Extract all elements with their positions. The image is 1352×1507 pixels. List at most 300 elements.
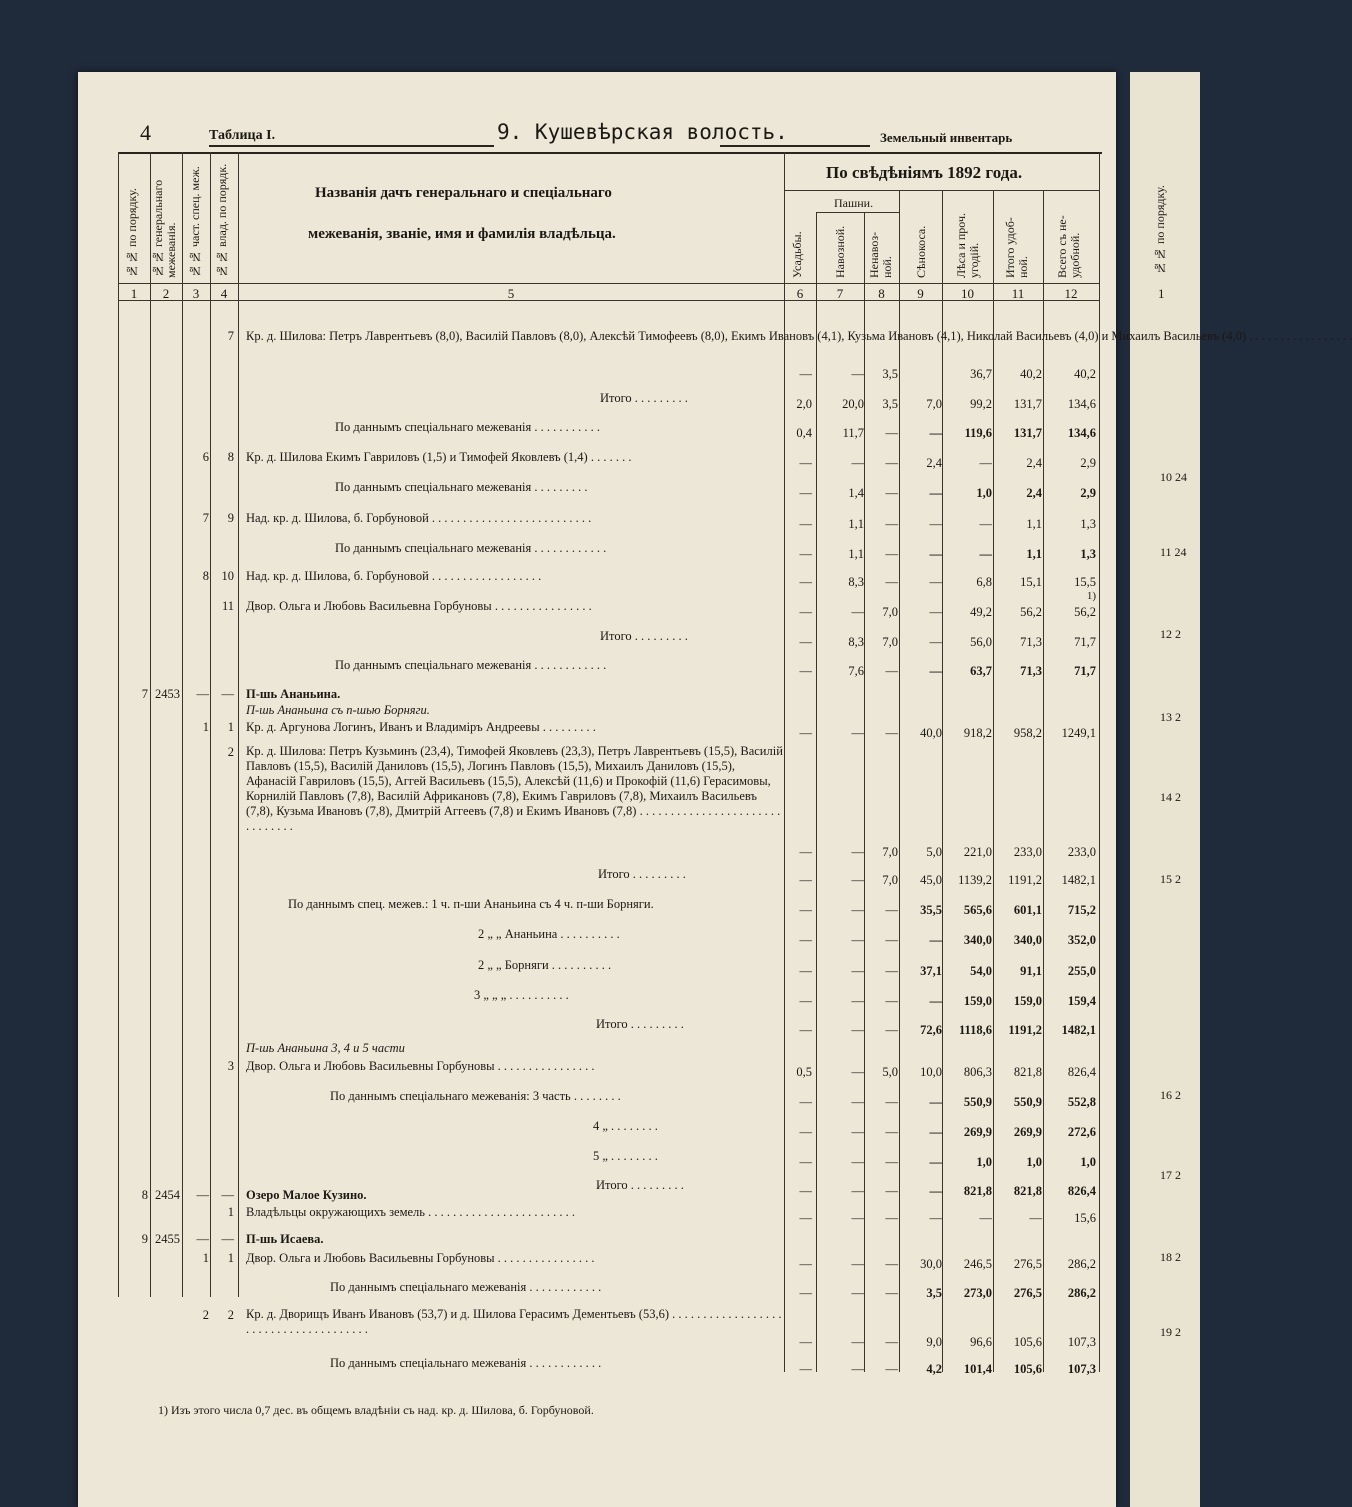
cell-col-6: — <box>799 1184 812 1198</box>
cell-col-7: 1,4 <box>848 486 864 500</box>
next-page-row-number: 14 2 <box>1160 790 1181 804</box>
col-header-7: Навозной. <box>833 225 847 278</box>
cell-col-11: 276,5 <box>1013 1286 1042 1300</box>
col-number: 8 <box>878 286 885 301</box>
cell-col-7: — <box>851 933 864 947</box>
cell-col-12: 1482,1 <box>1061 1023 1096 1037</box>
cell-col-11: 340,0 <box>1013 933 1042 947</box>
cell-col-8: — <box>885 964 898 978</box>
cell-col-11: 1191,2 <box>1008 873 1042 887</box>
col-number: 1 <box>130 286 138 301</box>
cell-col-9: 72,6 <box>920 1023 942 1037</box>
cell-col-10: 806,3 <box>963 1065 992 1079</box>
row-c3: — <box>196 687 209 701</box>
table-row <box>0 628 1191 649</box>
col-header-4: №№ влад. по порядк. <box>215 163 229 278</box>
cell-col-10: 1,0 <box>976 1155 992 1169</box>
col-number: 4 <box>220 286 228 301</box>
row-c4: — <box>221 1232 234 1246</box>
row-description: Кр. д. Шилова: Петръ Кузьминъ (23,4), Тимофей Яковлевъ (23,3), Петръ Лаврентьевъ (15,5), Василій Павловъ (15,5), Василій Даниловъ (15,5), Логинъ Павловъ (15,5), Михаилъ Даниловъ (15,5), Афанасій Гавриловъ (15,5), Аггей Васильевъ (15,5), Алексѣй (11,6) и Прокофій (11,6) Герасимовы, Корнилій Павловъ (7,8), Василій Африкановъ (7,8), Екимъ Гавриловъ (7,8), Михаилъ Васильевъ (7,8), Кузьма Ивановъ (7,8), Дмитрій Аггеевъ (7,8) и Екимъ Ивановъ (7,8) . . . . . . . . . . . . . . . . . . . . . . . . . . . . . . . <box>246 744 783 833</box>
row-description: Итого . . . . . . . . . <box>600 391 688 405</box>
table-row <box>0 1118 1191 1139</box>
cell-col-6: — <box>799 873 812 887</box>
table-row <box>0 390 1191 411</box>
cell-col-11: 15,1 <box>1020 575 1042 589</box>
row-c4: — <box>221 1188 234 1202</box>
footnote: 1) Изъ этого числа 0,7 дес. въ общемъ владѣніи съ над. кр. д. Шилова, б. Горбуновой. <box>158 1403 594 1417</box>
row-description: Двор. Ольга и Любовь Васильевны Горбуновы . . . . . . . . . . . . . . . . <box>246 1059 595 1073</box>
table-row <box>0 1041 1191 1079</box>
cell-col-11: 550,9 <box>1013 1095 1042 1109</box>
row-description: Озеро Малое Кузино. <box>246 1188 367 1202</box>
table-row <box>0 328 1352 381</box>
cell-col-6: — <box>799 1335 812 1349</box>
row-c4: 3 <box>227 1059 234 1073</box>
cell-col-10: 1,0 <box>976 486 992 500</box>
section-label: Земельный инвентарь <box>880 130 1013 145</box>
row-c1: 8 <box>141 1188 148 1202</box>
cell-col-6: — <box>799 1257 812 1271</box>
row-description: П-шь Исаева. <box>246 1232 324 1246</box>
table-row <box>0 1148 1191 1169</box>
table-row <box>0 719 1191 740</box>
cell-col-12: 15,6 <box>1074 1211 1096 1225</box>
table-row <box>0 1016 1191 1037</box>
cell-col-12: 272,6 <box>1067 1125 1096 1139</box>
cell-col-9: — <box>929 1125 942 1139</box>
cell-col-8: — <box>885 547 898 561</box>
footnote-mark: 1) <box>1086 590 1096 602</box>
col-number: 10 <box>961 286 974 301</box>
cell-col-7: — <box>851 1125 864 1139</box>
cell-col-11: 56,2 <box>1020 605 1042 619</box>
cell-col-12: 352,0 <box>1067 933 1096 947</box>
cell-col-7: — <box>851 903 864 917</box>
cell-col-12: 107,3 <box>1067 1362 1096 1376</box>
cell-col-8: 3,5 <box>882 397 898 411</box>
table-label: Таблица I. <box>209 128 276 143</box>
cell-col-9: 5,0 <box>926 845 942 859</box>
row-c4: 1 <box>227 1251 234 1265</box>
col-number: 2 <box>162 286 170 301</box>
cell-col-12: 1482,1 <box>1061 873 1096 887</box>
table-row <box>0 568 1191 589</box>
row-c3: 1 <box>202 1251 209 1265</box>
cell-col-12: 15,5 <box>1074 575 1096 589</box>
cell-col-6: — <box>799 1095 812 1109</box>
cell-col-11: 71,3 <box>1020 635 1042 649</box>
cell-col-9: — <box>929 426 942 440</box>
row-c3: 6 <box>202 450 209 464</box>
cell-col-6: 0,5 <box>796 1065 812 1079</box>
cell-col-12: 107,3 <box>1067 1335 1096 1349</box>
grid-line <box>784 190 1099 191</box>
cell-col-9: 7,0 <box>926 397 942 411</box>
next-page-row-number: 11 24 <box>1160 545 1187 559</box>
cell-col-7: 1,1 <box>848 547 864 561</box>
row-c4: 11 <box>221 599 234 613</box>
cell-col-11: 601,1 <box>1013 903 1042 917</box>
table-row <box>0 1088 1191 1109</box>
group-header: По свѣдѣніямъ 1892 года. <box>826 163 1023 182</box>
cell-col-8: — <box>885 994 898 1008</box>
cell-col-8: — <box>885 1023 898 1037</box>
col-number: 12 <box>1064 286 1078 301</box>
cell-col-7: — <box>851 964 864 978</box>
cell-col-6: — <box>799 547 812 561</box>
cell-col-7: — <box>851 367 864 381</box>
cell-col-6: — <box>799 1286 812 1300</box>
cell-col-6: — <box>799 726 812 740</box>
cell-col-11: 821,8 <box>1013 1184 1042 1198</box>
cell-col-7: 11,7 <box>842 426 864 440</box>
col-header-6: Усадьбы. <box>790 231 804 278</box>
cell-col-8: — <box>885 1257 898 1271</box>
cell-col-9: 40,0 <box>920 726 942 740</box>
cell-col-12: 1,3 <box>1080 517 1096 531</box>
cell-col-8: — <box>885 1335 898 1349</box>
cell-col-11: 1,0 <box>1026 1155 1042 1169</box>
cell-col-6: — <box>799 994 812 1008</box>
cell-col-12: 826,4 <box>1067 1184 1096 1198</box>
row-description: П-шь Ананьина. <box>246 687 341 701</box>
cell-col-11: 821,8 <box>1013 1065 1042 1079</box>
cell-col-8: — <box>885 1184 898 1198</box>
row-c4: 2 <box>227 1308 234 1322</box>
row-description: Итого . . . . . . . . . <box>600 629 688 643</box>
table-row <box>0 957 1191 978</box>
cell-col-6: — <box>799 575 812 589</box>
cell-col-7: 20,0 <box>842 397 864 411</box>
page-title: 9. Кушевѣрская волость. <box>497 120 788 144</box>
row-c2: 2454 <box>155 1188 180 1202</box>
cell-col-10: 54,0 <box>970 964 992 978</box>
row-subtitle: П-шь Ананьина 3, 4 и 5 части <box>246 1041 405 1055</box>
col-header-1: №№ по порядку. <box>125 188 139 278</box>
cell-col-10: 36,7 <box>970 367 992 381</box>
row-subtitle: П-шь Ананьина съ п-шью Борняги. <box>246 703 430 717</box>
cell-col-8: 7,0 <box>882 605 898 619</box>
cell-col-9: 4,2 <box>926 1362 942 1376</box>
row-c4: 2 <box>227 745 234 759</box>
cell-col-11: 276,5 <box>1013 1257 1042 1271</box>
cell-col-12: 71,7 <box>1074 664 1096 678</box>
col-header-8: Ненавоз-ной. <box>867 231 894 278</box>
row-description: Над. кр. д. Шилова, б. Горбуновой . . . . . . . . . . . . . . . . . . <box>246 569 542 583</box>
row-description: По даннымъ спеціальнаго межеванія . . . . . . . . . . . . <box>335 541 607 555</box>
table-row <box>0 590 1191 619</box>
cell-col-7: — <box>851 873 864 887</box>
page-number: 4 <box>140 120 151 145</box>
cell-col-7: 1,1 <box>848 517 864 531</box>
cell-col-9: 9,0 <box>926 1335 942 1349</box>
cell-col-8: — <box>885 726 898 740</box>
cell-col-7: — <box>851 1065 864 1079</box>
col-number: 5 <box>507 286 515 301</box>
cell-col-9: — <box>929 1155 942 1169</box>
cell-col-9: — <box>929 933 942 947</box>
cell-col-8: — <box>885 1095 898 1109</box>
row-description: По даннымъ спец. межев.: 1 ч. п-ши Ананьина съ 4 ч. п-ши Борняги. <box>288 897 654 911</box>
grid-line <box>118 283 1099 284</box>
table-top-rule <box>118 152 1102 154</box>
cell-col-10: 273,0 <box>963 1286 992 1300</box>
cell-col-8: 5,0 <box>882 1065 898 1079</box>
cell-col-9: — <box>929 575 942 589</box>
cell-col-12: 552,8 <box>1067 1095 1096 1109</box>
next-page-row-number: 10 24 <box>1160 470 1187 484</box>
row-c3: 8 <box>202 569 209 583</box>
cell-col-6: — <box>799 605 812 619</box>
cell-col-10: 96,6 <box>970 1335 992 1349</box>
cell-col-10: 565,6 <box>963 903 992 917</box>
row-description: По даннымъ спеціальнаго межеванія . . . . . . . . . . . <box>335 420 600 434</box>
row-description: По даннымъ спеціальнаго межеванія . . . . . . . . . . . . <box>330 1356 602 1370</box>
cell-col-7: 8,3 <box>848 575 864 589</box>
cell-col-6: — <box>799 964 812 978</box>
cell-col-12: 826,4 <box>1067 1065 1096 1079</box>
row-c4: — <box>221 687 234 701</box>
row-description: Кр. д. Аргунова Логинъ, Иванъ и Владиміръ Андреевы . . . . . . . . . <box>246 720 596 734</box>
col-number: 9 <box>917 286 924 301</box>
cell-col-8: 7,0 <box>882 635 898 649</box>
row-c1: 7 <box>141 687 148 701</box>
row-c4: 8 <box>227 450 234 464</box>
row-description: Кр. д. Шилова Екимъ Гавриловъ (1,5) и Тимофей Яковлевъ (1,4) . . . . . . . <box>246 450 632 464</box>
cell-col-8: — <box>885 664 898 678</box>
cell-col-11: 1,1 <box>1026 517 1042 531</box>
row-description: Кр. д. Дворищъ Иванъ Ивановъ (53,7) и д. Шилова Герасимъ Дементьевъ (53,6) . . . . . . . . . . . . . . . . . . . . . . . . . . . . . . . . . . . . . . <box>246 1307 782 1336</box>
cell-col-8: — <box>885 426 898 440</box>
table-row <box>0 657 1191 678</box>
cell-col-11: 2,4 <box>1026 486 1042 500</box>
cell-col-9: — <box>929 1095 942 1109</box>
cell-col-11: 131,7 <box>1013 397 1042 411</box>
row-c4: 1 <box>227 720 234 734</box>
cell-col-12: 71,7 <box>1074 635 1096 649</box>
cell-col-6: — <box>799 517 812 531</box>
row-c3: 2 <box>202 1308 209 1322</box>
row-c3: — <box>196 1232 209 1246</box>
row-description: Владѣльцы окружающихъ земель . . . . . . . . . . . . . . . . . . . . . . . . <box>246 1205 575 1219</box>
cell-col-9: 37,1 <box>920 964 942 978</box>
cell-col-9: 45,0 <box>920 873 942 887</box>
cell-col-6: — <box>799 1362 812 1376</box>
cell-col-9: 3,5 <box>926 1286 942 1300</box>
cell-col-7: — <box>851 605 864 619</box>
cell-col-7: — <box>851 456 864 470</box>
cell-col-6: — <box>799 664 812 678</box>
cell-col-7: — <box>851 1362 864 1376</box>
row-description: По даннымъ спеціальнаго межеванія . . . . . . . . . <box>335 480 588 494</box>
next-page-row-number: 19 2 <box>1160 1325 1181 1339</box>
table-row <box>0 866 1191 887</box>
row-c4: 1 <box>227 1205 234 1219</box>
cell-col-7: — <box>851 994 864 1008</box>
header-rule <box>209 145 494 147</box>
cell-col-11: 1,1 <box>1026 547 1042 561</box>
table-row <box>0 1187 1191 1205</box>
cell-col-12: 134,6 <box>1067 397 1096 411</box>
cell-col-9: — <box>929 605 942 619</box>
row-description: 2 „ „ Ананьина . . . . . . . . . . <box>478 927 620 941</box>
cell-col-10: 221,0 <box>963 845 992 859</box>
cell-col-6: — <box>799 903 812 917</box>
table-row <box>0 926 1191 947</box>
col-number: 3 <box>192 286 200 301</box>
cell-col-8: — <box>885 1211 898 1225</box>
cell-col-9: — <box>929 517 942 531</box>
cell-col-7: — <box>851 1286 864 1300</box>
cell-col-8: — <box>885 1286 898 1300</box>
col-header-11: Итого удоб-ной. <box>1003 217 1030 278</box>
cell-col-6: — <box>799 1023 812 1037</box>
grid-line <box>816 212 899 213</box>
col-header-2: №№ генеральнаго межеванія. <box>151 179 178 278</box>
col-header-12: Всего съ не-удобной. <box>1055 215 1082 278</box>
cell-col-8: 3,5 <box>882 367 898 381</box>
cell-col-7: — <box>851 1023 864 1037</box>
table-row <box>0 987 1191 1008</box>
row-description: Итого . . . . . . . . . <box>596 1017 684 1031</box>
cell-col-9: — <box>929 1211 942 1225</box>
cell-col-10: 1139,2 <box>958 873 992 887</box>
cell-col-11: 269,9 <box>1013 1125 1042 1139</box>
table-row <box>0 449 1191 470</box>
cell-col-12: 286,2 <box>1067 1257 1096 1271</box>
cell-col-9: — <box>929 547 942 561</box>
cell-col-7: — <box>851 726 864 740</box>
cell-col-7: — <box>851 1184 864 1198</box>
cell-col-10: 6,8 <box>976 575 992 589</box>
cell-col-8: — <box>885 903 898 917</box>
cell-col-7: — <box>851 1211 864 1225</box>
cell-col-11: 2,4 <box>1026 456 1042 470</box>
header-rule-right <box>720 145 870 147</box>
cell-col-8: — <box>885 1362 898 1376</box>
cell-col-11: 91,1 <box>1020 964 1042 978</box>
cell-col-10: 246,5 <box>963 1257 992 1271</box>
row-c4: 7 <box>227 329 234 343</box>
row-description: Двор. Ольга и Любовь Васильевны Горбуновы . . . . . . . . . . . . . . . . <box>246 1251 595 1265</box>
row-description: 3 „ „ „ . . . . . . . . . . <box>474 988 569 1002</box>
cell-col-12: 286,2 <box>1067 1286 1096 1300</box>
cell-col-6: — <box>799 367 812 381</box>
cell-col-12: 2,9 <box>1080 456 1096 470</box>
cell-col-11: 40,2 <box>1020 367 1042 381</box>
cell-col-11: 1191,2 <box>1008 1023 1042 1037</box>
cell-col-6: — <box>799 456 812 470</box>
table-row <box>0 1279 1191 1300</box>
cell-col-8: 7,0 <box>882 873 898 887</box>
cell-col-9: — <box>929 664 942 678</box>
row-description: 4 „ . . . . . . . . <box>593 1119 658 1133</box>
next-page-row-number: 16 2 <box>1160 1088 1181 1102</box>
cell-col-6: — <box>799 486 812 500</box>
col-number: 6 <box>796 286 804 301</box>
next-page-col-header: №№ по порядку. <box>1153 185 1167 275</box>
cell-col-12: 159,4 <box>1067 994 1096 1008</box>
row-c4: 9 <box>227 511 234 525</box>
cell-col-7: 8,3 <box>848 635 864 649</box>
cell-col-12: 40,2 <box>1074 367 1096 381</box>
cell-col-6: — <box>799 1125 812 1139</box>
cell-col-8: — <box>885 1125 898 1139</box>
cell-col-7: 7,6 <box>848 664 864 678</box>
col-header-5-line1: Названія дачъ генеральнаго и спеціальнаго <box>315 185 612 201</box>
col-header-5-line2: межеванія, званіе, имя и фамилія владѣльца. <box>308 226 616 242</box>
cell-col-8: — <box>885 575 898 589</box>
row-c4: 10 <box>221 569 234 583</box>
table-row <box>0 510 1191 531</box>
cell-col-10: 63,7 <box>970 664 992 678</box>
next-page-row-number: 18 2 <box>1160 1250 1181 1264</box>
cell-col-8: — <box>885 486 898 500</box>
cell-col-6: — <box>799 933 812 947</box>
cell-col-9: 2,4 <box>926 456 942 470</box>
cell-col-9: — <box>929 486 942 500</box>
row-description: Итого . . . . . . . . . <box>598 867 686 881</box>
row-description: 2 „ „ Борняги . . . . . . . . . . <box>478 958 612 972</box>
table-row <box>0 419 1191 440</box>
cell-col-9: — <box>929 994 942 1008</box>
cell-col-12: 2,9 <box>1080 486 1096 500</box>
cell-col-11: 159,0 <box>1013 994 1042 1008</box>
cell-col-6: 2,0 <box>796 397 812 411</box>
cell-col-10: 1118,6 <box>959 1023 992 1037</box>
cell-col-12: 1,3 <box>1080 547 1096 561</box>
row-c3: 1 <box>202 720 209 734</box>
cell-col-10: 101,4 <box>963 1362 992 1376</box>
row-description: Итого . . . . . . . . . <box>596 1178 684 1192</box>
cell-col-7: — <box>851 1335 864 1349</box>
col-number: 11 <box>1011 286 1025 301</box>
table-row <box>0 1204 1191 1225</box>
next-page-row-number: 12 2 <box>1160 627 1181 641</box>
cell-col-8: — <box>885 933 898 947</box>
cell-col-9: — <box>929 1184 942 1198</box>
table-row <box>0 1231 1191 1249</box>
row-description: Двор. Ольга и Любовь Васильевна Горбуновы . . . . . . . . . . . . . . . . <box>246 599 592 613</box>
cell-col-11: 131,7 <box>1013 426 1042 440</box>
cell-col-9: 10,0 <box>920 1065 942 1079</box>
cell-col-6: — <box>799 635 812 649</box>
cell-col-9: 30,0 <box>920 1257 942 1271</box>
row-description: 5 „ . . . . . . . . <box>593 1149 658 1163</box>
cell-col-12: 1249,1 <box>1061 726 1096 740</box>
next-page-row-number: 13 2 <box>1160 710 1181 724</box>
row-c2: 2455 <box>155 1232 180 1246</box>
cell-col-6: 0,4 <box>796 426 812 440</box>
cell-col-12: 255,0 <box>1067 964 1096 978</box>
cell-col-12: 134,6 <box>1067 426 1096 440</box>
cell-col-11: 105,6 <box>1013 1362 1042 1376</box>
cell-col-7: — <box>851 1095 864 1109</box>
cell-col-11: — <box>1029 1211 1042 1225</box>
cell-col-8: — <box>885 1155 898 1169</box>
cell-col-10: 340,0 <box>963 933 992 947</box>
cell-col-7: — <box>851 1155 864 1169</box>
cell-col-6: — <box>799 1211 812 1225</box>
cell-col-10: 49,2 <box>970 605 992 619</box>
next-page-row-number: 17 2 <box>1160 1168 1181 1182</box>
cell-col-10: — <box>979 1211 992 1225</box>
cell-col-12: 715,2 <box>1067 903 1096 917</box>
row-c2: 2453 <box>155 687 180 701</box>
table-row <box>0 1355 1191 1376</box>
cell-col-12: 233,0 <box>1067 845 1096 859</box>
row-c3: — <box>196 1188 209 1202</box>
